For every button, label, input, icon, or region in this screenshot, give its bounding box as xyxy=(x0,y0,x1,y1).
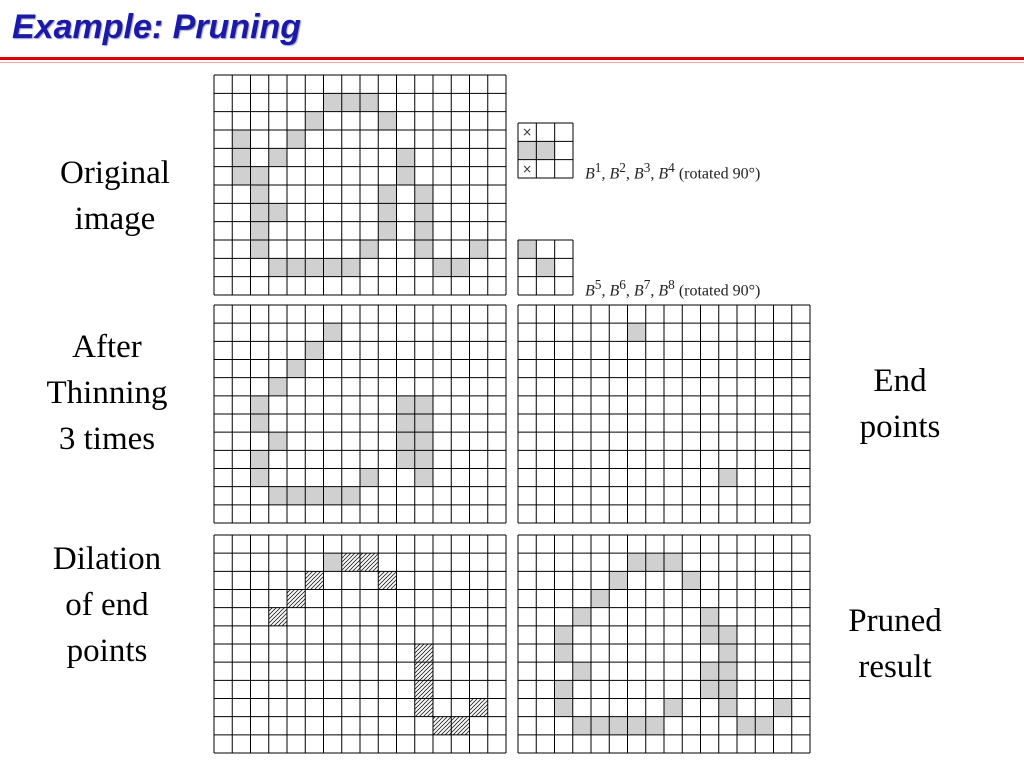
filled-cell xyxy=(646,553,664,571)
filled-cell xyxy=(451,258,469,276)
filled-cell xyxy=(701,662,719,680)
label-thinning-line3: 3 times xyxy=(58,421,156,457)
filled-cell xyxy=(646,717,664,735)
label-thinning-line1: After xyxy=(72,329,142,365)
label-dilation-line3: points xyxy=(66,633,148,669)
filled-cell xyxy=(269,378,287,396)
filled-cell xyxy=(342,487,360,505)
filled-cell xyxy=(397,148,415,166)
filled-cell xyxy=(701,680,719,698)
filled-cell xyxy=(755,717,773,735)
filled-cell xyxy=(701,626,719,644)
caption-b5-b8: $B^5$, $B^6$, $B^7$, $B^8$ (rotated 90°) xyxy=(585,277,761,300)
filled-cell xyxy=(397,414,415,432)
filled-cell xyxy=(378,222,396,240)
hatched-cell xyxy=(269,608,287,626)
filled-cell xyxy=(628,323,646,341)
filled-cell xyxy=(719,680,737,698)
filled-cell xyxy=(415,240,433,258)
hatched-cell xyxy=(415,699,433,717)
filled-cell xyxy=(305,341,323,359)
filled-cell xyxy=(591,590,609,608)
filled-cell xyxy=(609,717,627,735)
hatched-cell xyxy=(415,680,433,698)
filled-cell xyxy=(555,626,573,644)
filled-cell xyxy=(415,222,433,240)
filled-cell xyxy=(415,414,433,432)
filled-cell xyxy=(360,93,378,111)
label-dilation-line2: of end xyxy=(65,587,149,623)
filled-cell xyxy=(591,717,609,735)
label-endpoints-line2: points xyxy=(859,409,941,445)
filled-cell xyxy=(536,141,554,159)
filled-cell xyxy=(415,185,433,203)
structuring-element-b1 xyxy=(518,123,573,178)
filled-cell xyxy=(378,203,396,221)
filled-cell xyxy=(360,469,378,487)
hatched-cell xyxy=(305,571,323,589)
label-original-line1: Original xyxy=(60,155,170,191)
caption-b1-b4: $B^1$, $B^2$, $B^3$, $B^4$ (rotated 90°) xyxy=(585,160,761,183)
label-thinning-line2: Thinning xyxy=(46,375,168,411)
filled-cell xyxy=(415,203,433,221)
filled-cell xyxy=(719,699,737,717)
filled-cell xyxy=(433,258,451,276)
filled-cell xyxy=(269,148,287,166)
filled-cell xyxy=(251,185,269,203)
filled-cell xyxy=(555,644,573,662)
filled-cell xyxy=(701,608,719,626)
filled-cell xyxy=(397,450,415,468)
filled-cell xyxy=(378,112,396,130)
filled-cell xyxy=(573,608,591,626)
filled-cell xyxy=(342,258,360,276)
filled-cell xyxy=(415,396,433,414)
filled-cell xyxy=(774,699,792,717)
label-pruned-line1: Pruned xyxy=(848,603,942,639)
filled-cell xyxy=(251,203,269,221)
dont-care-cross-icon: × xyxy=(522,161,533,176)
filled-cell xyxy=(287,130,305,148)
filled-cell xyxy=(415,450,433,468)
hatched-cell xyxy=(360,553,378,571)
filled-cell xyxy=(232,167,250,185)
label-endpoints-line1: End xyxy=(873,363,927,399)
filled-cell xyxy=(719,469,737,487)
filled-cell xyxy=(251,414,269,432)
grid-dilation-of-end-points xyxy=(214,535,506,753)
label-original-line2: image xyxy=(74,201,156,237)
filled-cell xyxy=(609,571,627,589)
filled-cell xyxy=(324,553,342,571)
grid-after-thinning xyxy=(214,305,506,523)
filled-cell xyxy=(324,93,342,111)
filled-cell xyxy=(251,167,269,185)
filled-cell xyxy=(232,148,250,166)
filled-cell xyxy=(518,141,536,159)
hatched-cell xyxy=(433,717,451,735)
filled-cell xyxy=(305,258,323,276)
filled-cell xyxy=(415,469,433,487)
hatched-cell xyxy=(287,590,305,608)
filled-cell xyxy=(305,487,323,505)
filled-cell xyxy=(269,258,287,276)
filled-cell xyxy=(232,130,250,148)
filled-cell xyxy=(269,487,287,505)
dont-care-cross-icon: × xyxy=(522,125,533,140)
filled-cell xyxy=(664,699,682,717)
filled-cell xyxy=(324,323,342,341)
filled-cell xyxy=(251,222,269,240)
filled-cell xyxy=(737,717,755,735)
filled-cell xyxy=(719,644,737,662)
filled-cell xyxy=(378,185,396,203)
filled-cell xyxy=(719,662,737,680)
grid-end-points xyxy=(518,305,810,523)
filled-cell xyxy=(305,112,323,130)
filled-cell xyxy=(518,240,536,258)
hatched-cell xyxy=(451,717,469,735)
filled-cell xyxy=(397,432,415,450)
filled-cell xyxy=(719,626,737,644)
filled-cell xyxy=(682,571,700,589)
hatched-cell xyxy=(342,553,360,571)
filled-cell xyxy=(397,396,415,414)
filled-cell xyxy=(360,240,378,258)
grid-pruned-result xyxy=(518,535,810,753)
filled-cell xyxy=(573,717,591,735)
slide-title: Example: Pruning xyxy=(12,8,302,46)
filled-cell xyxy=(628,717,646,735)
filled-cell xyxy=(415,432,433,450)
hatched-cell xyxy=(415,644,433,662)
filled-cell xyxy=(287,258,305,276)
filled-cell xyxy=(555,699,573,717)
label-dilation-line1: Dilation xyxy=(52,541,162,577)
filled-cell xyxy=(470,240,488,258)
filled-cell xyxy=(251,450,269,468)
hatched-cell xyxy=(378,571,396,589)
filled-cell xyxy=(342,93,360,111)
filled-cell xyxy=(536,258,554,276)
filled-cell xyxy=(573,662,591,680)
filled-cell xyxy=(251,469,269,487)
filled-cell xyxy=(269,203,287,221)
hatched-cell xyxy=(470,699,488,717)
filled-cell xyxy=(324,487,342,505)
filled-cell xyxy=(287,487,305,505)
filled-cell xyxy=(397,167,415,185)
filled-cell xyxy=(251,240,269,258)
hatched-cell xyxy=(415,662,433,680)
filled-cell xyxy=(628,553,646,571)
filled-cell xyxy=(664,553,682,571)
structuring-element-b5 xyxy=(518,240,573,295)
filled-cell xyxy=(324,258,342,276)
filled-cell xyxy=(269,432,287,450)
filled-cell xyxy=(287,360,305,378)
grid-original-image xyxy=(214,75,506,295)
filled-cell xyxy=(555,680,573,698)
filled-cell xyxy=(251,396,269,414)
label-pruned-line2: result xyxy=(858,649,932,685)
